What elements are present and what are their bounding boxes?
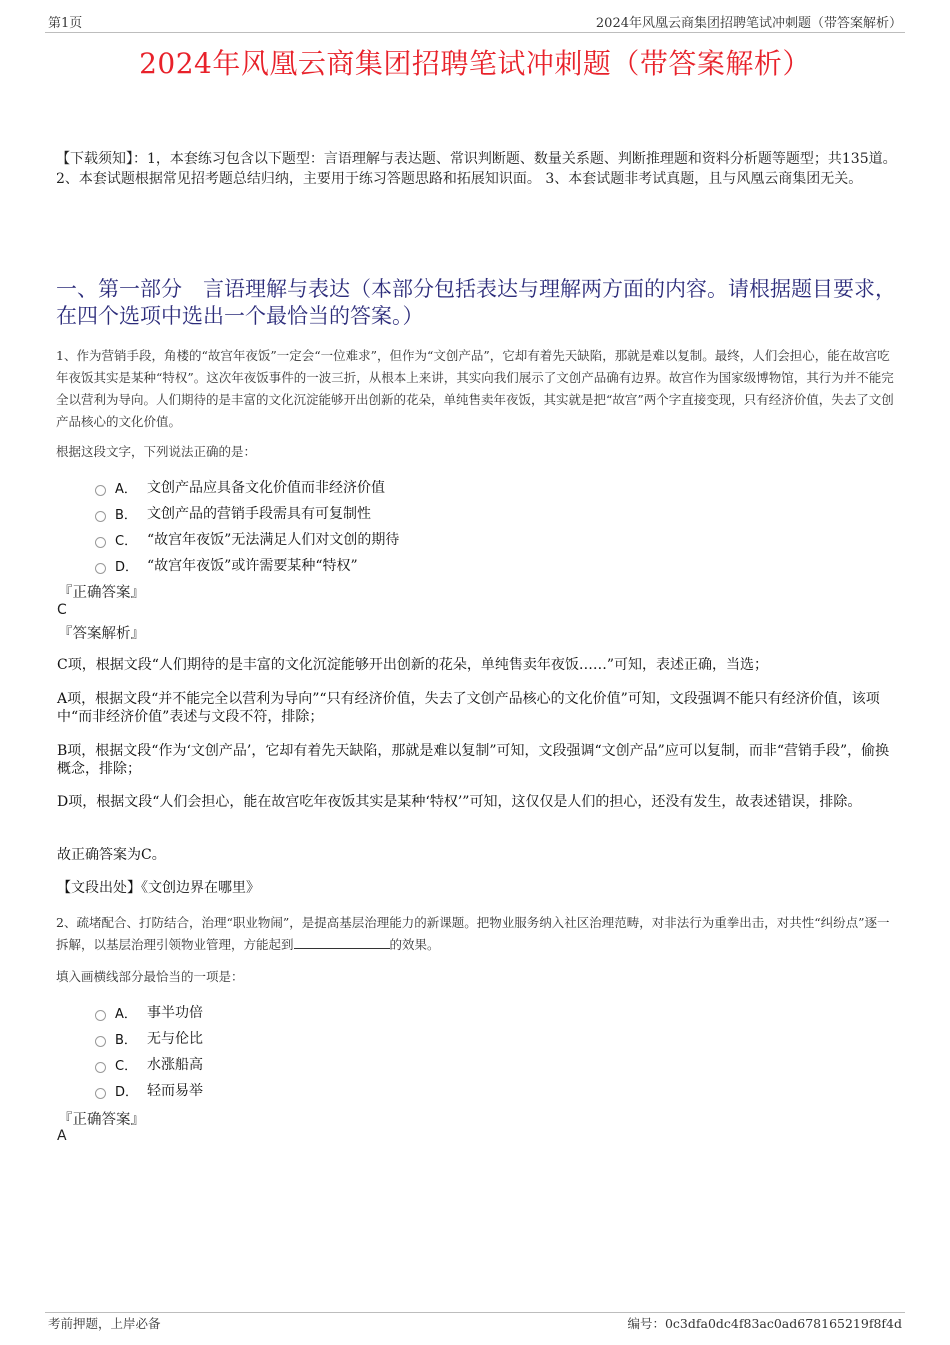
- radio-icon[interactable]: [95, 537, 106, 548]
- question-2-answer-label: 『正确答案』: [58, 1112, 145, 1128]
- footer-doc-id: 编号：0c3dfa0dc4f83ac0ad678165219f8f4d: [627, 1316, 902, 1331]
- analysis-paragraph-c: C项，根据文段“人们期待的是丰富的文化沉淀能够开出创新的花朵，单纯售卖年夜饭……”可知，表述正确，当选；: [57, 657, 769, 673]
- radio-icon[interactable]: [95, 511, 106, 522]
- footer-slogan: 考前押题，上岸必备: [48, 1316, 161, 1331]
- question-1-option-a[interactable]: A． 文创产品应具备文化价值而非经济价值: [95, 474, 399, 500]
- question-1-answer: C: [57, 602, 67, 618]
- question-2-option-c[interactable]: C． 水涨船高: [95, 1051, 203, 1077]
- question-2-option-b[interactable]: B． 无与伦比: [95, 1025, 203, 1051]
- answer-blank: [294, 936, 390, 949]
- question-1-source: 【文段出处】《文创边界在哪里》: [57, 880, 260, 896]
- section-heading: 一、第一部分 言语理解与表达（本部分包括表达与理解两方面的内容。请根据题目要求，在四个选项中选出一个最恰当的答案。）: [56, 277, 896, 328]
- question-1-answer-label: 『正确答案』: [58, 585, 145, 601]
- question-1-prompt: 根据这段文字，下列说法正确的是：: [56, 444, 257, 459]
- document-title: 2024年风凰云商集团招聘笔试冲刺题（带答案解析）: [139, 47, 811, 80]
- analysis-paragraph-b: B项，根据文段“作为‘文创产品’，它却有着先天缺陷，那就是难以复制”可知，文段强调“文创产品”应可以复制，而非“营销手段”，偷换概念，排除；: [57, 743, 890, 777]
- question-2-answer: A: [57, 1128, 67, 1144]
- page-number: 第1页: [48, 16, 83, 31]
- question-1-analysis-label: 『答案解析』: [58, 626, 145, 642]
- page-footer: [45, 1312, 905, 1331]
- question-1-option-b[interactable]: B． 文创产品的营销手段需具有可复制性: [95, 500, 399, 526]
- analysis-conclusion: 故正确答案为C。: [57, 847, 166, 863]
- question-2-stem: 2、疏堵配合、打防结合，治理“职业物闹”，是提高基层治理能力的新课题。把物业服务纳入社区治理范畴，对非法行为重拳出击，对共性“纠纷点”逐一拆解，以基层治理引领物业管理，方能起到 的效果。: [56, 915, 890, 952]
- radio-icon[interactable]: [95, 1088, 106, 1099]
- question-2-option-d[interactable]: D． 轻而易举: [95, 1077, 203, 1103]
- analysis-paragraph-a: A项，根据文段“并不能完全以营利为导向”“只有经济价值，失去了文创产品核心的文化价值”可知，文段强调不能只有经济价值，该项中“而非经济价值”表述与文段不符，排除；: [57, 691, 880, 725]
- question-2-prompt: 填入画横线部分最恰当的一项是：: [56, 969, 244, 984]
- question-1-options: [95, 474, 399, 578]
- radio-icon[interactable]: [95, 1036, 106, 1047]
- radio-icon[interactable]: [95, 1062, 106, 1073]
- question-1-option-c[interactable]: C． “故宫年夜饭”无法满足人们对文创的期待: [95, 526, 399, 552]
- page-header: [45, 0, 905, 33]
- header-doc-title: 2024年风凰云商集团招聘笔试冲刺题（带答案解析）: [595, 16, 902, 31]
- radio-icon[interactable]: [95, 485, 106, 496]
- radio-icon[interactable]: [95, 563, 106, 574]
- question-2-options: [95, 999, 203, 1103]
- analysis-paragraph-d: D项，根据文段“人们会担心，能在故宫吃年夜饭其实是某种‘特权’”可知，这仅仅是人们的担心，还没有发生，故表述错误，排除。: [57, 794, 862, 810]
- question-1-option-d[interactable]: D． “故宫年夜饭”或许需要某种“特权”: [95, 552, 399, 578]
- radio-icon[interactable]: [95, 1010, 106, 1021]
- question-2-option-a[interactable]: A． 事半功倍: [95, 999, 203, 1025]
- download-notice: 【下载须知】：1，本套练习包含以下题型：言语理解与表达题、常识判断题、数量关系题、判断推理题和资料分析题等题型；共135道。 2、本套试题根据常见招考题总结归纳，主要用于练习答题思路和拓展知识面。 3、本套试题非考试真题，且与风凰云商集团无关。: [56, 151, 897, 187]
- question-1-stem: 1、作为营销手段，角楼的“故宫年夜饭”一定会“一位难求”，但作为“文创产品”，它却有着先天缺陷，那就是难以复制。最终，人们会担心，能在故宫吃年夜饭其实是某种“特权”。这次年夜饭事件的一波三折，从根本上来讲，其实向我们展示了文创产品确有边界。故宫作为国家级博物馆，其行为并不能完全以营利为导向。人们期待的是丰富的文化沉淀能够开出创新的花朵，单纯售卖年夜饭，其实就是把“故宫”两个字直接变现，只有经济价值，失去了文创产品核心的文化价值。: [56, 348, 894, 429]
